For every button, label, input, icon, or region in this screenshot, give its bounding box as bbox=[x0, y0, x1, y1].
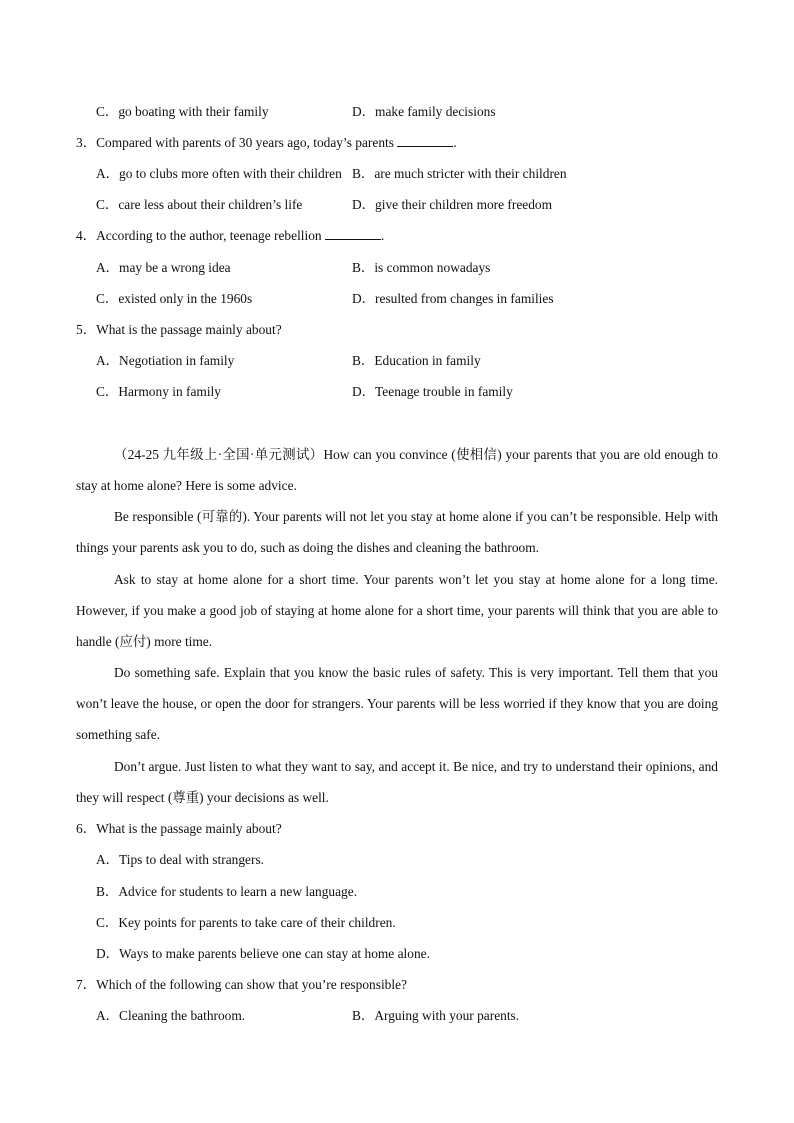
passage-paragraph-1 bbox=[76, 439, 718, 501]
passage-paragraph-5: Don’t argue. Just listen to what they want to say, and accept it. Be nice, and try to understand their opinions, and they will respect (尊重) your decisions as well. bbox=[76, 759, 718, 806]
q6-option-b: B．Advice for students to learn a new language. bbox=[96, 884, 358, 899]
q4-option-b: B．is common nowadays bbox=[352, 260, 491, 275]
q3-option-a: A．go to clubs more often with their children bbox=[96, 166, 342, 181]
passage-paragraph-4: Do something safe. Explain that you know the basic rules of safety. This is very important. Tell them that you won’t leave the house, or open the door for strangers. Your parents will be less worried if they know that you are doing something safe. bbox=[76, 665, 718, 743]
q5-option-c: C．Harmony in family bbox=[96, 384, 221, 399]
q4-option-a: A．may be a wrong idea bbox=[96, 260, 231, 275]
q4-stem bbox=[76, 228, 384, 244]
q6-option-a: A．Tips to deal with strangers. bbox=[96, 852, 264, 867]
q6-option-d: D．Ways to make parents believe one can stay at home alone. bbox=[96, 946, 430, 961]
answer-blank bbox=[325, 228, 381, 240]
q3-option-d: D．give their children more freedom bbox=[352, 197, 553, 212]
q7-option-b: B．Arguing with your parents. bbox=[352, 1008, 520, 1023]
passage-p1-text: How can you convince (使相信) your parents that you are old enough to stay at home alone? Here is some advice. bbox=[76, 447, 718, 494]
q5-option-b: B．Education in family bbox=[352, 353, 481, 368]
passage-paragraph-3: Ask to stay at home alone for a short time. Your parents won’t let you stay at home alone for a long time. However, if you make a good job of staying at home alone for a short time, your parents will think that you are able to handle (应付) more time. bbox=[76, 572, 718, 650]
q5-stem: 5．What is the passage mainly about? bbox=[76, 322, 282, 337]
answer-blank bbox=[397, 135, 453, 147]
q7-stem: 7．Which of the following can show that you’re responsible? bbox=[76, 977, 407, 992]
q3-stem-end: . bbox=[453, 135, 457, 150]
q4-stem-end: . bbox=[380, 228, 385, 243]
q6-stem: 6．What is the passage mainly about? bbox=[76, 821, 282, 836]
q3-option-c: C．care less about their children’s life bbox=[96, 197, 303, 212]
q3-stem-text: 3．Compared with parents of 30 years ago, today’s parents bbox=[76, 135, 394, 150]
q4-stem-text: 4．According to the author, teenage rebellion bbox=[76, 228, 322, 243]
passage-source: （24-25 九年级上·全国·单元测试） bbox=[114, 447, 324, 462]
q5-option-a: A．Negotiation in family bbox=[96, 353, 235, 368]
q2-option-d: D．make family decisions bbox=[352, 104, 496, 119]
q2-option-c: C．go boating with their family bbox=[96, 104, 269, 119]
q6-option-c: C．Key points for parents to take care of their children. bbox=[96, 915, 396, 930]
q5-option-d: D．Teenage trouble in family bbox=[352, 384, 513, 399]
passage-paragraph-2: Be responsible (可靠的). Your parents will not let you stay at home alone if you can’t be responsible. Help with things your parents ask you to do, such as doing the dishes and cleaning the bathroom. bbox=[76, 509, 718, 556]
q3-stem bbox=[76, 135, 457, 151]
q4-option-d: D．resulted from changes in families bbox=[352, 291, 554, 306]
q7-option-a: A．Cleaning the bathroom. bbox=[96, 1008, 246, 1023]
q4-option-c: C．existed only in the 1960s bbox=[96, 291, 253, 306]
q3-option-b: B．are much stricter with their children bbox=[352, 166, 567, 181]
